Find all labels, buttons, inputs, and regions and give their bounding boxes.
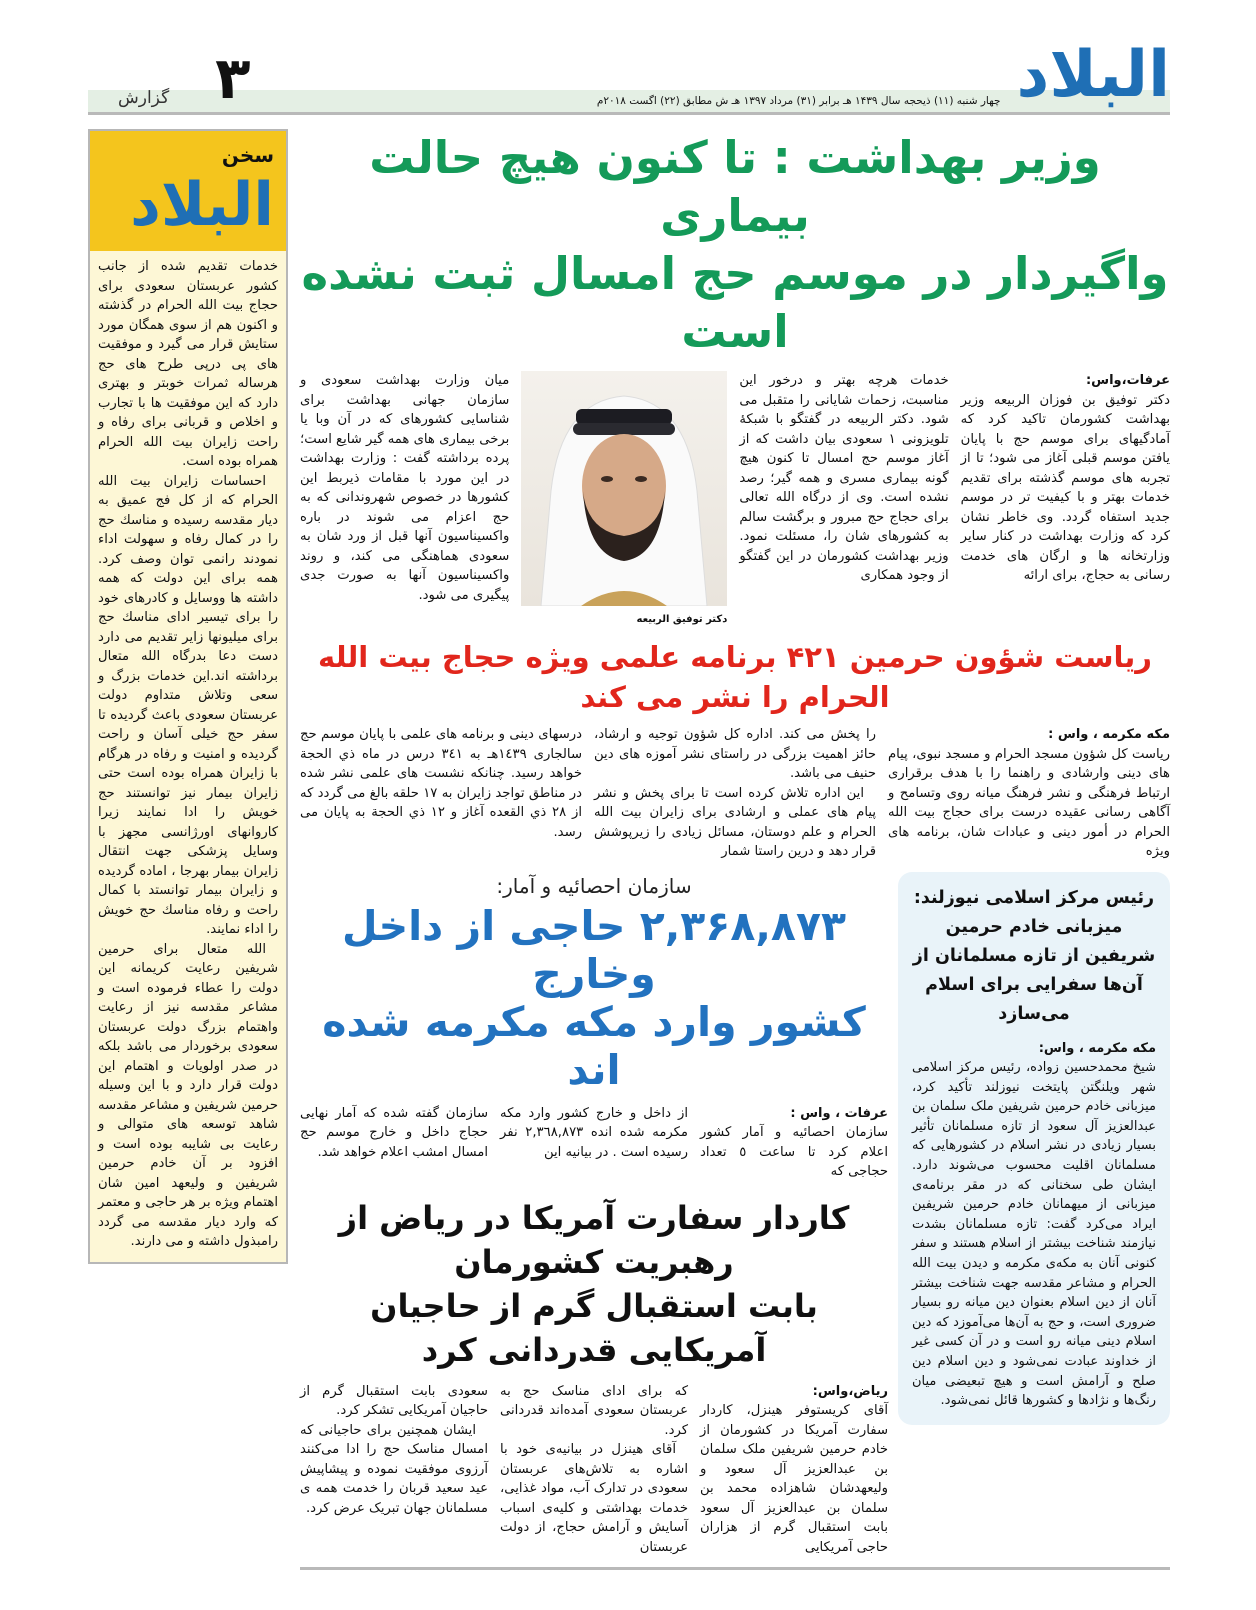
article4-body: [300, 1382, 888, 1558]
news-box: [898, 872, 1170, 1425]
article2-headline: ریاست شؤون حرمین ۴۲۱ برنامه علمی ویژه حجاج بیت الله الحرام را نشر می کند: [317, 640, 1152, 714]
issue-date: چهار شنبه (۱۱) ذیحجه سال ۱۴۳۹ هـ برابر (۳۱) مرداد ۱۳۹۷ هـ ش مطابق (۲۲) اگست ۲۰۱۸م: [596, 95, 1001, 107]
paragraph: سازمان احصائیه و آمار کشور اعلام کرد تا ساعت ٥ تعداد حجاجی که: [700, 1125, 888, 1179]
box-column: [912, 1039, 1156, 1411]
dateline: مکه مکرمه ، واس :: [1048, 727, 1170, 742]
article3-column: [500, 1104, 688, 1163]
paragraph: درسهای دینی و برنامه های علمی با پایان موسم حج سالجاری ۱٤۳۹هـ به ۳٤۱ درس در ماه ذي الحجة خواهد رسید. چنانکه نشست های علمی نشر شده در مناطق تواجد زایران به ۱۷ حلقه بالغ می گردد که از ۲۸ ذي القعده آغاز و ۱۲ ذي الحجة به پایان می رسد.: [300, 727, 582, 840]
article1-column: [300, 371, 509, 605]
editorial-text: [90, 251, 286, 1262]
editorial-kicker: سخن: [221, 143, 274, 167]
paragraph: آقای کریستوفر هینزل، کاردار سفارت آمریکا در کشورمان از خادم حرمین شریفین ملک سلمان بن عبدالعزیز آل سعود و ولیعهدشان شاهزاده محمد بن سلمان بن عبدالعزیز آل سعود بابت استقبال گرم از هزاران حاجی آمریکایی: [700, 1403, 888, 1555]
article3-headline: [300, 902, 888, 1094]
headline-line: کشور وارد مکه مکرمه شده اند: [322, 997, 866, 1094]
newspaper-logo: البلاد: [1016, 38, 1170, 112]
paragraph: سعودی بابت استقبال گرم از حاجیان آمریکایی تشکر کرد.: [300, 1383, 488, 1418]
photo-block: [521, 371, 727, 625]
paragraph: سازمان گفته شده که آمار نهایی حجاج داخل و خارج موسم حج امسال امشب اعلام خواهد شد.: [300, 1105, 488, 1160]
article2-body: [300, 725, 1170, 862]
dateline: مکه مکرمه ، واس:: [1038, 1040, 1156, 1056]
article3-kicker: سازمان احصائیه و آمار:: [496, 873, 692, 898]
section-label: گزارش: [118, 88, 170, 108]
article4-headline: [300, 1196, 888, 1372]
headline-line: وزیر بهداشت : تا کنون هیچ حالت بیماری: [369, 131, 1101, 242]
dateline: عرفات ، واس :: [790, 1105, 888, 1121]
article1-headline: [300, 129, 1170, 361]
article2-column: [888, 725, 1170, 862]
headline-line: واگیردار در موسم حج امسال ثبت نشده است: [301, 247, 1169, 358]
paragraph: ریاست کل شؤون مسجد الحرام و مسجد نبوی، پیام های دینی وارشادی و راهنما را با هدف برقراری ارتباط فرهنگی و نشر فرهنگ میانه روی وتسامح و آگاهی رسانی عقیده درست برای حجاج بیت الله الحرام در أمور دینی و عبادات شان، برنامه های ویژه: [888, 746, 1170, 859]
minister-photo: [521, 371, 727, 606]
page-number: ۳: [215, 44, 251, 112]
paragraph: آقای هینزل در بیانیه‌ی خود با اشاره به تلاش‌های عربستان سعودی در تدارک آب، مواد غذایی، خدمات بهداشتی و کلیه‌ی اسباب آسایش و آرامش حجاج، از دولت عربستان: [500, 1442, 688, 1555]
article3-column: [300, 1104, 488, 1163]
article4-column: [300, 1382, 488, 1519]
main-area: [300, 129, 1170, 1570]
paragraph: که برای ادای مناسک حج به عربستان سعودی آمده‌اند قدردانی کرد.: [500, 1383, 688, 1438]
article1-body: [300, 371, 1170, 625]
editorial-header: [90, 131, 286, 251]
article1-column: [739, 371, 948, 586]
paragraph: از داخل و خارج کشور وارد مکه مکرمه شده انده ۲,۳٦۸,۸۷۳ نفر رسیده است . در بیانیه این: [500, 1105, 689, 1160]
bottom-divider: [300, 1567, 1170, 1570]
paragraph: الله متعال برای حرمین شریفین رعایت کریمانه این دولت را عطاء فرموده است و مشاعر مقدسه نیز از رعایت واهتمام بزرگ دولت عربستان سعودی برخوردار می باشد بلکه در صدر اولویات و اهتمام این دولت قرار دارد و با این وسیله حرمین شریفین و مشاعر مقدسه شاهد توسعه های متوالی و رعایت بی شایبه بوده است و افزود بر آن خادم حرمین شریفین و ولیعهد امین شان اهتمام ویژه بر هر حاجی و معتمر که وارد دیار مقدسه می گردد رامبذول داشته و می دارند.: [98, 941, 278, 1249]
paragraph: میان وزارت بهداشت سعودی و سازمان جهانی بهداشت برای شناسایی کشورهای که در آن وبا یا برخی بیماری های همه گیر شایع است؛ پرده برداشته گفت : وزارت بهداشت در این مورد با مقامات ذیربط این کشورها در خصوص شهروندانی که به حج اعزام می شوند در باره واکسیناسیون آنها قبل از ورد شان به سعودی هماهنگی می کند، و روند واکسیناسیون آنها به صورت جدی پیگیری می شود.: [300, 373, 510, 603]
page-body: [88, 129, 1170, 1570]
article2-column: [300, 725, 582, 842]
box-headline: رئیس مرکز اسلامی نیوزلند: میزبانی خادم حرمین شریفین از تازه مسلمانان از آن‌ها سفرایی برای اسلام می‌سازد: [912, 887, 1156, 1024]
article4-column: [700, 1382, 888, 1558]
paragraph: دکتر توفیق بن فوزان الربیعه وزیر بهداشت کشورمان تاکید کرد که آمادگیهای برای موسم حج با پایان یافتن موسم قبلی آغاز می شود؛ تا از تجربه های موسم گذشته برای تقدیم خدمات بهتر و با کیفیت تر در موسم جدید استفاه گردد. وی خاطر نشان کرد که وزارت بهداشت در کنار سایر وزارتخانه ها و ارگان های خدمت رسانی به حجاج، برای ارائه: [960, 392, 1170, 583]
dateline: ریاض،واس:: [812, 1383, 888, 1399]
photo-caption: دکتر توفیق الربیعه: [636, 614, 728, 625]
paragraph: این اداره تلاش کرده است تا برای پخش و نشر پیام های عملی و ارشادی برای زایران بیت الله الحرام و علم دوستان، مسائل زیادی را زیرپوشش قرار دهد و درین راستا شمار: [594, 785, 876, 859]
article1-column: [961, 371, 1170, 586]
headline-line: بابت استقبال گرم از حاجیان آمریکایی قدردانی کرد: [370, 1286, 818, 1369]
paragraph: خدمات تقدیم شده از جانب کشور عربستان سعودی برای حجاج بیت الله الحرام در گذشته و اکنون هم از سوی همگان مورد ستایش قرار می گیرد و موفقیت های پی درپی طرح های حج هرساله ثمرات خوبتر و بهتری دارد که این موفقیت ها با تجارب و اخلاص و قربانی برای رفاه و راحت زایران بیت الله الحرام همراه بوده است.: [98, 259, 278, 469]
paragraph: ایشان همچنین برای حاجیانی که امسال مناسک حج را ادا می‌کنند آرزوی موفقیت نموده و پیشاپیش عید سعید قربان را خدمت همه ی مسلمانان جهان تبریک عرض کرد.: [300, 1422, 488, 1516]
lower-section: [300, 872, 1170, 1558]
portrait-image: [521, 371, 727, 606]
paragraph: شیخ محمدحسین زواده، رئیس مرکز اسلامی شهر ویلنگتن پایتخت نیوزلند تأکید کرد، میزبانی خادم حرمین شریفین ملک سلمان بن عبدالعزیز آل سعود از تازه مسلمانان تأثیر بسیار زیادی در نشر اسلام در کشورهایی که مسلمانان اقلیت محسوب می‌شوند دارد. ایشان طی سخنانی که در مقر برنامه‌ی میزبانی از میهمانان خادم حرمین شریفین ایراد می‌کرد گفت: تازه مسلمانان بشدت نیازمند شناخت بیشتر از اسلام هستند و سفر کنونی آنان به مکه‌ی مکرمه و دیدن بیت الله الحرام و مشاعر مقدسه جهت شناخت بیشتر آنان از دین اسلام بعنوان دین میانه رو بسیار ضروری است، و حج به آن‌ها می‌آموزد که دین اسلام دینی میانه رو است و در آن کسی غیر از خداوند عبادت نمی‌شود و دین اسلام دین صلح و آرامش است و هیچ تبعیضی میان رنگ‌ها و نژادها و کشورها قائل نمی‌شود.: [912, 1060, 1156, 1409]
article3-column: [700, 1104, 888, 1182]
paragraph: را پخش می کند. اداره کل شؤون توجیه و ارشاد، حائز اهمیت بزرگی در راستای نشر آموزه های دین حنیف می باشد.: [594, 727, 876, 781]
articles-stack: [300, 872, 888, 1558]
paragraph: خدمات هرچه بهتر و درخور این مناسبت، زحمات شایانی را متقبل می شود. دکتر الربیعه در گفتگو با شبکهٔ تلویزونی ۱ سعودی بیان داشت که از آغاز موسم حج امسال تا کنون هیچ گونه بیماری مسری و همه گیر؛ رصد نشده است. وی از درگاه الله تعالی برای حجاج حج مبرور و برگشت سالم به کشورهای شان را، مسئلت نمود. وزیر بهداشت کشورمان در این گفتگو از وجود همکاری: [739, 373, 949, 583]
headline-line: کاردار سفارت آمریکا در ریاض از رهبریت کشورمان: [338, 1198, 850, 1281]
article4-column: [500, 1382, 688, 1558]
header-bar: [88, 40, 1170, 115]
editorial-sidebar: [88, 129, 288, 1264]
paragraph: احساسات زایران بیت الله الحرام که از کل فج عمیق به دیار مقدسه رسیده و مناسك حج را در کمال رفاه و سهولت اداء نمودند رانمی توان وصف کرد. همه برای این دولت که همه داشته ها ووسایل و کادرهای خود را برای تیسیر ادای مناسك حج برای میلیونها زایر تقدیم می دارد دست دعا بدرگاه الله متعال برداشته اند.این خدمات بزرگ و سعی وتلاش متداوم دولت عربستان سعودی باعث گردیده تا سفر حج خیلی آسان و راحت گردیده و امنیت و رفاه در هرگام با زایران همراه بوده است حتی زایران بیمار نیز توانستند حج خویش را ادا نمایند زیرا کاروانهای اورژانسی مجهز با وسایل پزشکی جهت انتقال زایران بیمار بهرجا ، اماده گردیده و زایران بیمار توانستد با کمال راحت و رفاه مناسك حج خویش را اداء نمایند.: [98, 473, 278, 937]
headline-line: ۲,۳۶۸,۸۷۳ حاجی از داخل وخارج: [341, 901, 847, 998]
article3-body: [300, 1104, 888, 1182]
dateline: عرفات،واس:: [1085, 373, 1170, 388]
article2-column: [594, 725, 876, 862]
editorial-logo: البلاد: [130, 170, 274, 240]
